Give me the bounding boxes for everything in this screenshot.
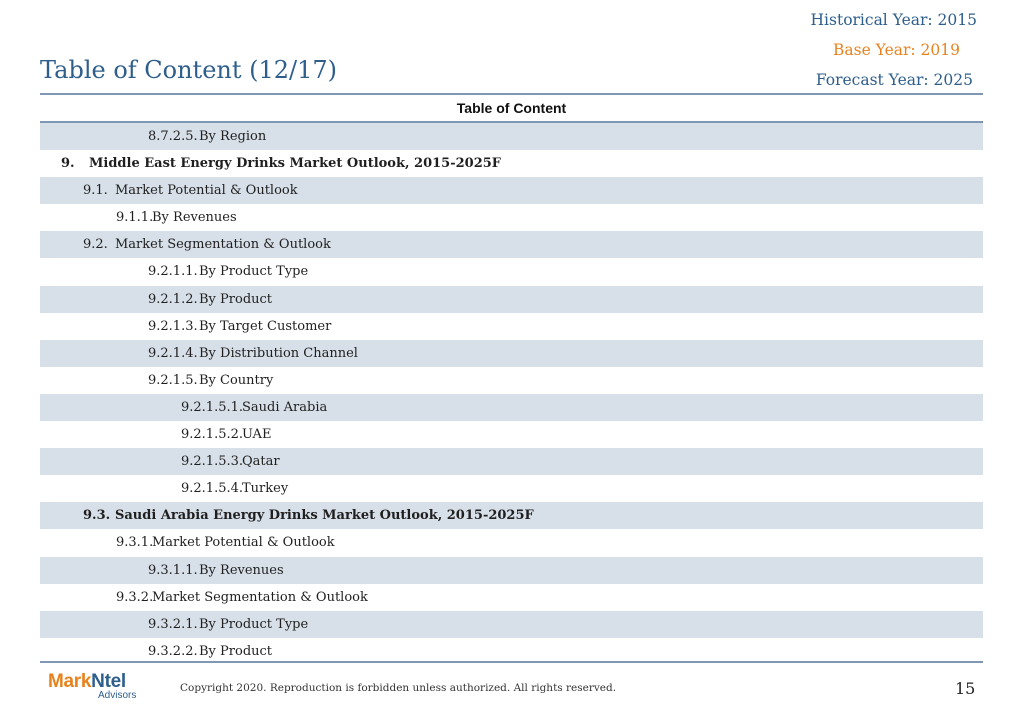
toc-row-number: 9.2.1.5.4. (181, 481, 244, 497)
page-number: 15 (955, 679, 976, 698)
toc-row-number: 8.7.2.5. (148, 129, 198, 144)
toc-row (40, 448, 983, 475)
toc-row-number: 9.1.1. (116, 210, 154, 226)
toc-table (40, 95, 983, 665)
toc-row-title: By Country (199, 372, 274, 388)
toc-row-number: 9.3.1.1. (148, 562, 198, 578)
toc-row-title: Market Segmentation & Outlook (152, 589, 368, 605)
toc-row (40, 611, 983, 638)
toc-row-number: 9.3. (83, 508, 111, 524)
markntel-logo (48, 671, 137, 701)
toc-row-number: 9.2.1.1. (148, 264, 198, 280)
toc-row-number: 9.3.2.2. (148, 643, 198, 659)
toc-row (40, 123, 983, 150)
toc-row-title: Market Potential & Outlook (115, 183, 298, 199)
toc-row (40, 421, 983, 448)
copyright-notice: Copyright 2020. Reproduction is forbidden unless authorized. All rights reserved. (180, 682, 617, 694)
toc-row-title: By Revenues (199, 562, 284, 578)
toc-table-heading: Table of Content (40, 95, 983, 123)
toc-row (40, 584, 983, 611)
toc-row-number: 9.2.1.5. (148, 372, 198, 388)
toc-row-number: 9.2.1.2. (148, 291, 198, 307)
toc-row (40, 177, 983, 204)
toc-row-title: By Product (199, 643, 273, 659)
logo-mark-text: Mark (48, 671, 92, 692)
toc-row-title: Middle East Energy Drinks Market Outlook, 2015-2025F (89, 156, 502, 172)
toc-row (40, 313, 983, 340)
toc-row (40, 231, 983, 258)
toc-row-title: By Product (199, 291, 273, 307)
toc-row-title: By Target Customer (199, 318, 332, 334)
toc-row-number: 9.2.1.4. (148, 345, 198, 361)
toc-row (40, 557, 983, 584)
logo-ntel-text: Ntel (91, 671, 126, 692)
footer-divider (40, 661, 983, 663)
toc-row (40, 286, 983, 313)
logo-subtitle: Advisors (98, 690, 137, 701)
toc-row-number: 9.2.1.5.3. (181, 454, 244, 470)
base-year: Base Year: 2019 (833, 41, 960, 59)
toc-row (40, 502, 983, 529)
toc-row-title: Market Potential & Outlook (152, 535, 335, 551)
toc-row-number: 9. (61, 156, 75, 172)
toc-row-number: 9.3.2. (116, 589, 154, 605)
historical-year: Historical Year: 2015 (810, 11, 977, 29)
toc-rows (40, 123, 983, 665)
toc-row-number: 9.3.1. (116, 535, 154, 551)
toc-row (40, 367, 983, 394)
toc-row-number: 9.2. (83, 237, 108, 253)
toc-row (40, 529, 983, 556)
toc-row-number: 9.2.1.3. (148, 318, 198, 334)
toc-row-title: Saudi Arabia (242, 399, 328, 415)
toc-row-title: Turkey (242, 481, 289, 497)
toc-row (40, 150, 983, 177)
toc-row-title: By Product Type (199, 264, 309, 280)
toc-row-title: Qatar (242, 454, 280, 470)
toc-row (40, 340, 983, 367)
forecast-year: Forecast Year: 2025 (815, 71, 973, 89)
toc-row-title: By Revenues (152, 210, 237, 226)
toc-row-title: By Product Type (199, 616, 309, 632)
toc-row-number: 9.2.1.5.1. (181, 399, 244, 415)
toc-row (40, 258, 983, 285)
toc-row-title: UAE (242, 427, 272, 443)
toc-row-number: 9.2.1.5.2. (181, 427, 244, 443)
toc-row-number: 9.3.2.1. (148, 616, 198, 632)
toc-row-title: Saudi Arabia Energy Drinks Market Outlook, 2015-2025F (115, 508, 534, 524)
toc-row (40, 475, 983, 502)
toc-row (40, 394, 983, 421)
toc-row-title: Market Segmentation & Outlook (115, 237, 331, 253)
toc-row (40, 204, 983, 231)
toc-row-number: 9.1. (83, 183, 108, 199)
toc-row-title: By Distribution Channel (199, 345, 358, 361)
toc-row-title: By Region (199, 129, 267, 144)
page-title: Table of Content (12/17) (40, 56, 338, 84)
